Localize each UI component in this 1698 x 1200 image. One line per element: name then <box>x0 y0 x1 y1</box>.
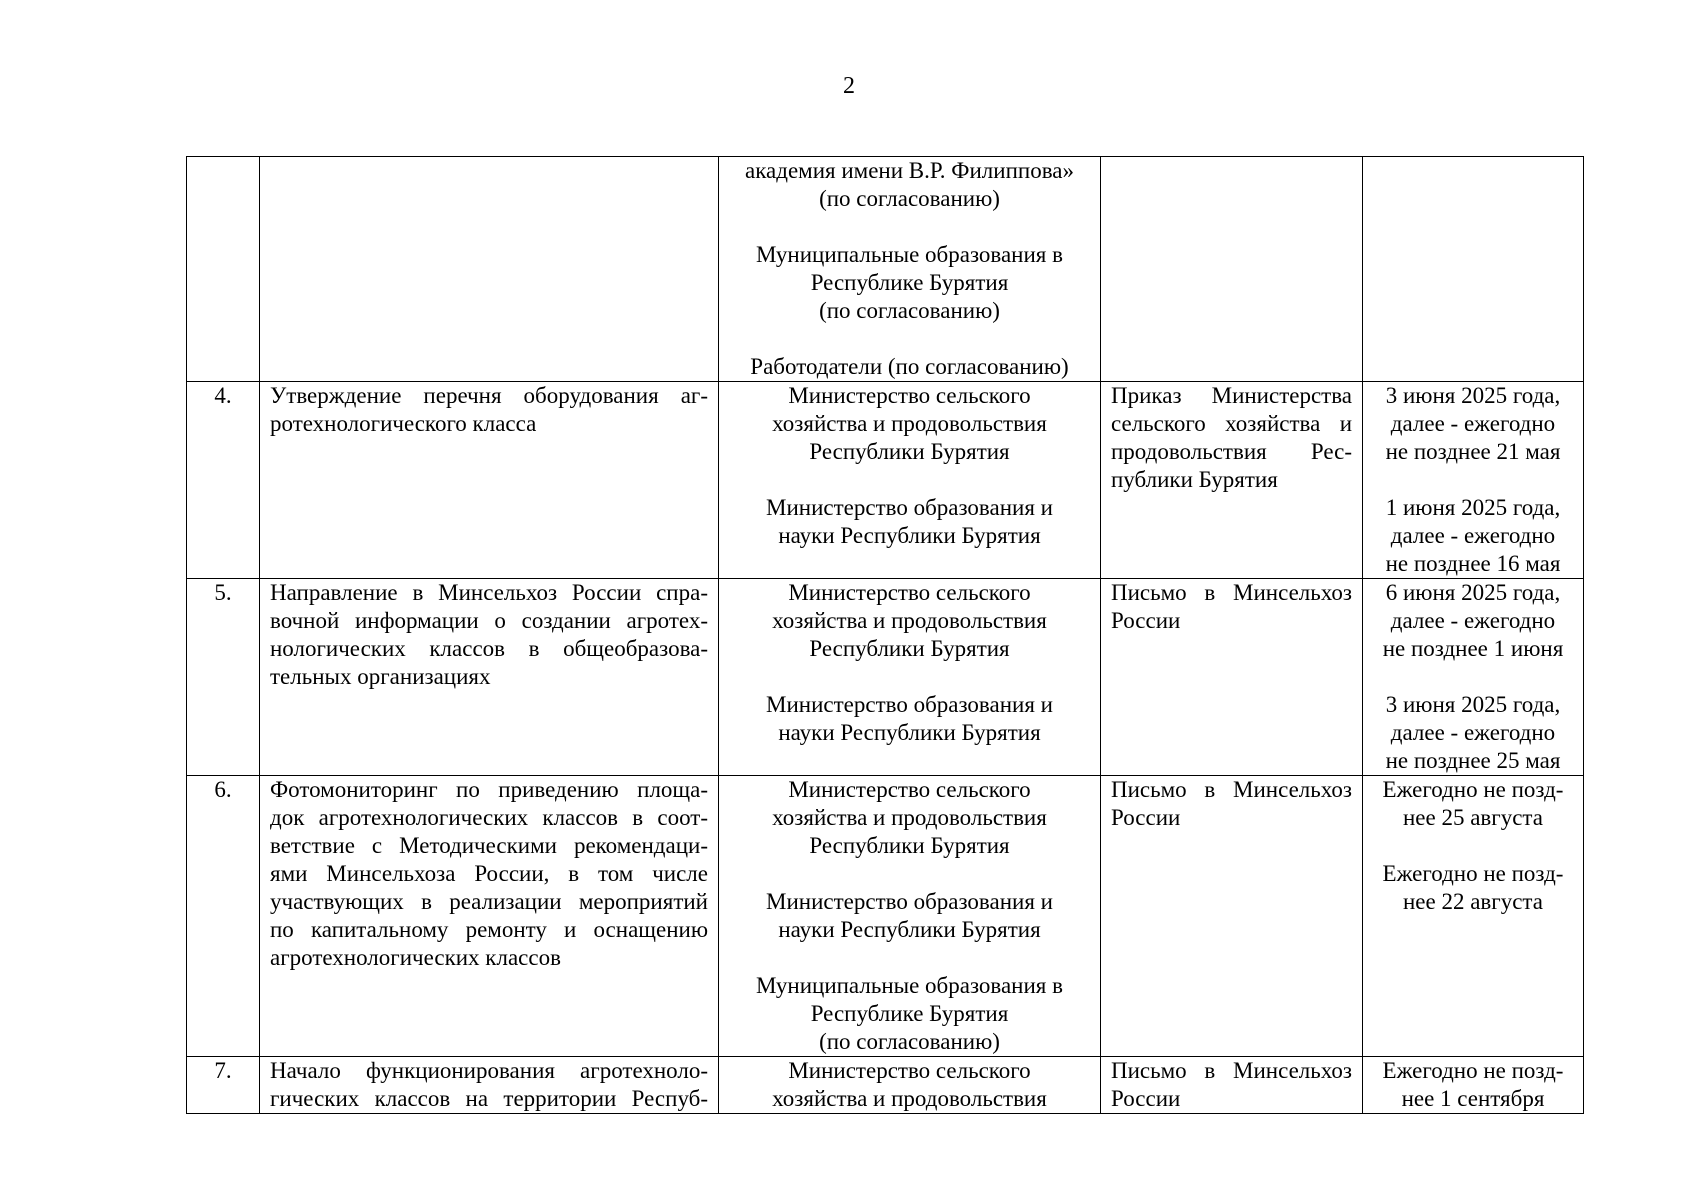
terms-cell <box>1363 1057 1584 1114</box>
executor-line: Работодатели (по согласованию) <box>750 354 1069 379</box>
executor-line: Муниципальные образования в <box>756 973 1063 998</box>
activity-line: участвующих в реализации мероприятий <box>270 889 708 914</box>
term-line: 3 июня 2025 года, <box>1385 692 1561 717</box>
term-line: нее 22 августа <box>1403 889 1543 914</box>
executor-line: Республики Бурятия <box>809 439 1010 464</box>
term-line: нее 1 сентября <box>1401 1086 1545 1111</box>
activity-line: Фотомониторинг по приведению площа- <box>270 777 708 802</box>
document-cell <box>1101 157 1363 382</box>
activity-cell <box>260 1057 719 1114</box>
activity-line: по капитальному ремонту и оснащению <box>270 917 708 942</box>
executor-line: Муниципальные образования в <box>756 242 1063 267</box>
executors-cell <box>719 579 1101 776</box>
terms-cell <box>1363 776 1584 1057</box>
term-line: Ежегодно не позд- <box>1382 1058 1564 1083</box>
row-number-cell <box>187 382 260 579</box>
document-line: продовольствия Рес- <box>1111 439 1352 464</box>
document-line: России <box>1111 1086 1181 1111</box>
row-number-cell <box>187 1057 260 1114</box>
executor-line: Министерство образования и <box>766 495 1053 520</box>
term-line: не позднее 25 мая <box>1385 748 1561 773</box>
terms-cell <box>1363 579 1584 776</box>
activity-line: вочной информации о создании агротех- <box>270 608 708 633</box>
document-line: Письмо в Минсельхоз <box>1111 580 1352 605</box>
executor-line: Министерство сельского <box>788 383 1031 408</box>
activity-line: агротехнологических классов <box>270 945 561 970</box>
row-number: 4. <box>214 383 232 408</box>
executor-line: Республики Бурятия <box>809 833 1010 858</box>
document-cell <box>1101 382 1363 579</box>
executor-line: Министерство сельского <box>788 580 1031 605</box>
activity-cell <box>260 382 719 579</box>
executor-line: хозяйства и продовольствия <box>772 805 1047 830</box>
row-number: 5. <box>214 580 232 605</box>
executors-cell <box>719 1057 1101 1114</box>
table-row <box>187 157 1584 382</box>
term-line: 1 июня 2025 года, <box>1385 495 1561 520</box>
term-line: не позднее 21 мая <box>1385 439 1561 464</box>
executor-line: Республики Бурятия <box>809 636 1010 661</box>
activity-line: тельных организациях <box>270 664 491 689</box>
page-number: 2 <box>843 73 855 99</box>
executor-line: науки Республики Бурятия <box>778 917 1041 942</box>
activity-line: док агротехнологических классов в соот- <box>270 805 708 830</box>
term-line: 3 июня 2025 года, <box>1385 383 1561 408</box>
executor-line: академия имени В.Р. Филиппова» <box>745 158 1074 183</box>
term-line: не позднее 16 мая <box>1385 551 1561 576</box>
table-row <box>187 382 1584 579</box>
executor-line: хозяйства и продовольствия <box>772 608 1047 633</box>
executor-line: хозяйства и продовольствия <box>772 1086 1047 1111</box>
term-line: далее - ежегодно <box>1390 720 1556 745</box>
row-number: 6. <box>214 777 232 802</box>
executor-line: Министерство сельского <box>788 1058 1031 1083</box>
executor-line: Министерство сельского <box>788 777 1031 802</box>
document-line: Письмо в Минсельхоз <box>1111 1058 1352 1083</box>
row-number-cell <box>187 157 260 382</box>
row-number-cell <box>187 776 260 1057</box>
table-row <box>187 1057 1584 1114</box>
document-line: Приказ Министерства <box>1111 383 1352 408</box>
terms-cell <box>1363 157 1584 382</box>
executor-line: науки Республики Бурятия <box>778 720 1041 745</box>
executor-line: науки Республики Бурятия <box>778 523 1041 548</box>
term-line: Ежегодно не позд- <box>1382 777 1564 802</box>
executors-cell <box>719 776 1101 1057</box>
executor-line: хозяйства и продовольствия <box>772 411 1047 436</box>
executor-line: Министерство образования и <box>766 692 1053 717</box>
action-plan-table <box>186 156 1584 1114</box>
executor-line: Министерство образования и <box>766 889 1053 914</box>
term-line: далее - ежегодно <box>1390 523 1556 548</box>
document-line: России <box>1111 805 1181 830</box>
term-line: далее - ежегодно <box>1390 608 1556 633</box>
activity-cell <box>260 157 719 382</box>
term-line: далее - ежегодно <box>1390 411 1556 436</box>
activity-line: ротехнологического класса <box>270 411 537 436</box>
document-line: публики Бурятия <box>1111 467 1278 492</box>
activity-line: Начало функционирования агротехноло- <box>270 1058 708 1083</box>
activity-line: Направление в Минсельхоз России спра- <box>270 580 708 605</box>
activity-cell <box>260 579 719 776</box>
term-line: не позднее 1 июня <box>1382 636 1564 661</box>
activity-line: ями Минсельхоза России, в том числе <box>270 861 708 886</box>
term-line: 6 июня 2025 года, <box>1385 580 1561 605</box>
document-cell <box>1101 1057 1363 1114</box>
executor-line: Республике Бурятия <box>810 270 1009 295</box>
executors-cell <box>719 157 1101 382</box>
document-line: сельского хозяйства и <box>1111 411 1352 436</box>
term-line: Ежегодно не позд- <box>1382 861 1564 886</box>
activity-line: Утверждение перечня оборудования аг- <box>270 383 708 408</box>
activity-line: ветствие с Методическими рекомендаци- <box>270 833 708 858</box>
activity-cell <box>260 776 719 1057</box>
executors-cell <box>719 382 1101 579</box>
executor-line: (по согласованию) <box>819 1029 1000 1054</box>
table-row <box>187 776 1584 1057</box>
row-number: 7. <box>214 1058 232 1083</box>
row-number-cell <box>187 579 260 776</box>
executor-line: Республике Бурятия <box>810 1001 1009 1026</box>
executor-line: (по согласованию) <box>819 298 1000 323</box>
document-line: России <box>1111 608 1181 633</box>
document-cell <box>1101 776 1363 1057</box>
terms-cell <box>1363 382 1584 579</box>
executor-line: (по согласованию) <box>819 186 1000 211</box>
document-cell <box>1101 579 1363 776</box>
term-line: нее 25 августа <box>1403 805 1543 830</box>
activity-line: нологических классов в общеобразова- <box>270 636 708 661</box>
document-line: Письмо в Минсельхоз <box>1111 777 1352 802</box>
activity-line: гических классов на территории Респуб- <box>270 1086 708 1111</box>
table-body <box>187 157 1584 1114</box>
table-row <box>187 579 1584 776</box>
